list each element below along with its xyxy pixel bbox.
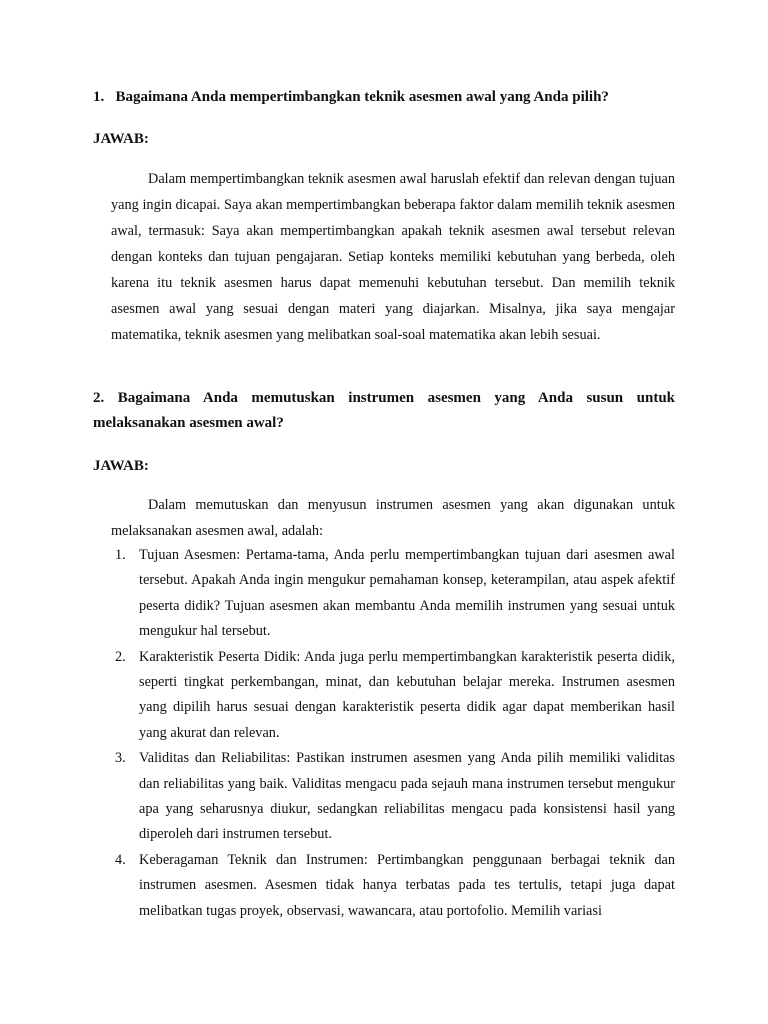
question-2-title: 2. Bagaimana Anda memutuskan instrumen asesmen yang Anda susun untuk melaksanakan asesmen awal? [93,390,675,431]
question-2-answer-intro: Dalam memutuskan dan menyusun instrumen asesmen yang akan digunakan untuk melaksanakan asesmen awal, adalah: [111,497,675,539]
list-item [111,746,675,848]
list-item-number: 2. [115,648,126,665]
list-item-number: 4. [115,851,126,868]
question-2-answer-label: JAWAB: [93,458,149,474]
list-item-text: Validitas dan Reliabilitas: Pastikan instrumen asesmen yang Anda pilih memiliki validitas dan reliabilitas yang baik. Validitas mengacu pada sejauh mana instrumen tersebut mengukur apa yang seharusnya diukur, sedangkan reliabilitas mengacu pada konsistensi hasil yang diperoleh dari instrumen tersebut. [139,750,675,843]
list-item-text: Keberagaman Teknik dan Instrumen: Pertimbangkan penggunaan berbagai teknik dan instrumen asesmen. Asesmen tidak hanya terbatas pada tes tertulis, tetapi juga dapat melibatkan tugas proyek, observasi, wawancara, atau portofolio. Memilih variasi [139,851,675,919]
list-item-number: 3. [115,750,126,767]
list-item [111,645,675,747]
question-2-answer-list [111,543,675,924]
list-item-text: Karakteristik Peserta Didik: Anda juga perlu mempertimbangkan karakteristik peserta didik, seperti tingkat perkembangan, minat, dan kebutuhan belajar mereka. Instrumen asesmen yang dipilih harus sesuai dengan karakteristik peserta didik agar dapat memberikan hasil yang akurat dan relevan. [139,648,675,741]
list-item-text: Tujuan Asesmen: Pertama-tama, Anda perlu mempertimbangkan tujuan dari asesmen awal tersebut. Apakah Anda ingin mengukur pemahaman konsep, keterampilan, atau aspek afektif peserta didik? Tujuan asesmen akan membantu Anda memilih instrumen yang sesuai untuk mengukur hal tersebut. [139,547,675,640]
question-1-title: 1. Bagaimana Anda mempertimbangkan teknik asesmen awal yang Anda pilih? [93,89,609,105]
list-item-number: 1. [115,547,126,563]
list-item [111,848,675,924]
list-item [111,543,675,645]
question-1-answer-label: JAWAB: [93,131,149,147]
question-1-answer-paragraph: Dalam mempertimbangkan teknik asesmen awal haruslah efektif dan relevan dengan tujuan yang ingin dicapai. Saya akan mempertimbangkan beberapa faktor dalam memilih teknik asesmen awal, termasuk: Saya akan mempertimbangkan apakah teknik asesmen awal tersebut relevan dengan konteks dan tujuan pengajaran. Setiap konteks memiliki kebutuhan yang berbeda, oleh karena itu teknik asesmen harus dapat memenuhi kebutuhan tersebut. Dan memilih teknik asesmen awal yang sesuai dengan materi yang diajarkan. Misalnya, jika saya mengajar matematika, teknik asesmen yang melibatkan soal-soal matematika akan lebih sesuai. [111,171,675,343]
